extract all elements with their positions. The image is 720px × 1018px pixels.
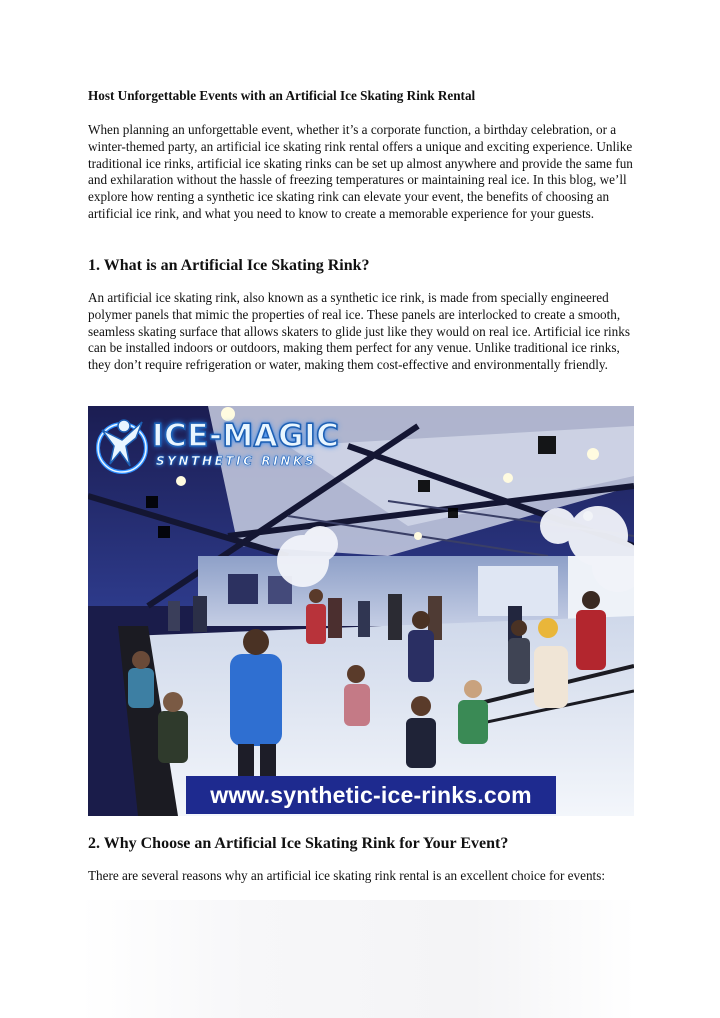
section-2-paragraph: There are several reasons why an artificial ice skating rink rental is an excellent choice for events:	[88, 868, 606, 883]
intro-paragraph: When planning an unforgettable event, whether it’s a corporate function, a birthday celebration, or a winter-themed party, an artificial ice skating rink rental offers a unique and exciting experience. Unlike traditional ice rinks, artificial ice skating rinks can be set up almost anywhere and provide the same fun and exhilaration without the hassle of freezing temperatures or maintaining real ice. In this blog, we’ll explore how renting a synthetic ice skating rink can elevate your event, the benefits of choosing an artificial ice rink, and what you need to know to create a memorable experience for your guests.	[88, 122, 633, 221]
section-2-heading: 2. Why Choose an Artificial Ice Skating Rink for Your Event?	[88, 835, 509, 852]
logo-tagline: SYNTHETIC RINKS	[156, 454, 317, 468]
section-1-paragraph: An artificial ice skating rink, also known as a synthetic ice rink, is made from specially engineered polymer panels that mimic the properties of real ice. These panels are interlocked to create a smooth, seamless skating surface that allows skaters to glide just like they would on real ice. Artificial ice rinks can be installed indoors or outdoors, making them perfect for any venue. Unlike traditional ice rinks, they don’t require refrigeration or water, making them cost-effective and environmentally friendly.	[88, 290, 631, 373]
section-1-heading: 1. What is an Artificial Ice Skating Rink?	[88, 257, 370, 274]
document-title: Host Unforgettable Events with an Artificial Ice Skating Rink Rental	[88, 88, 476, 103]
website-url-banner: www.synthetic-ice-rinks.com	[186, 776, 556, 814]
logo-wordmark: ICE-MAGIC	[152, 418, 340, 454]
ice-magic-logo	[96, 412, 340, 476]
rink-photo	[88, 406, 634, 816]
page-bottom-shade	[80, 900, 636, 1018]
skater-logo-icon	[96, 412, 152, 476]
